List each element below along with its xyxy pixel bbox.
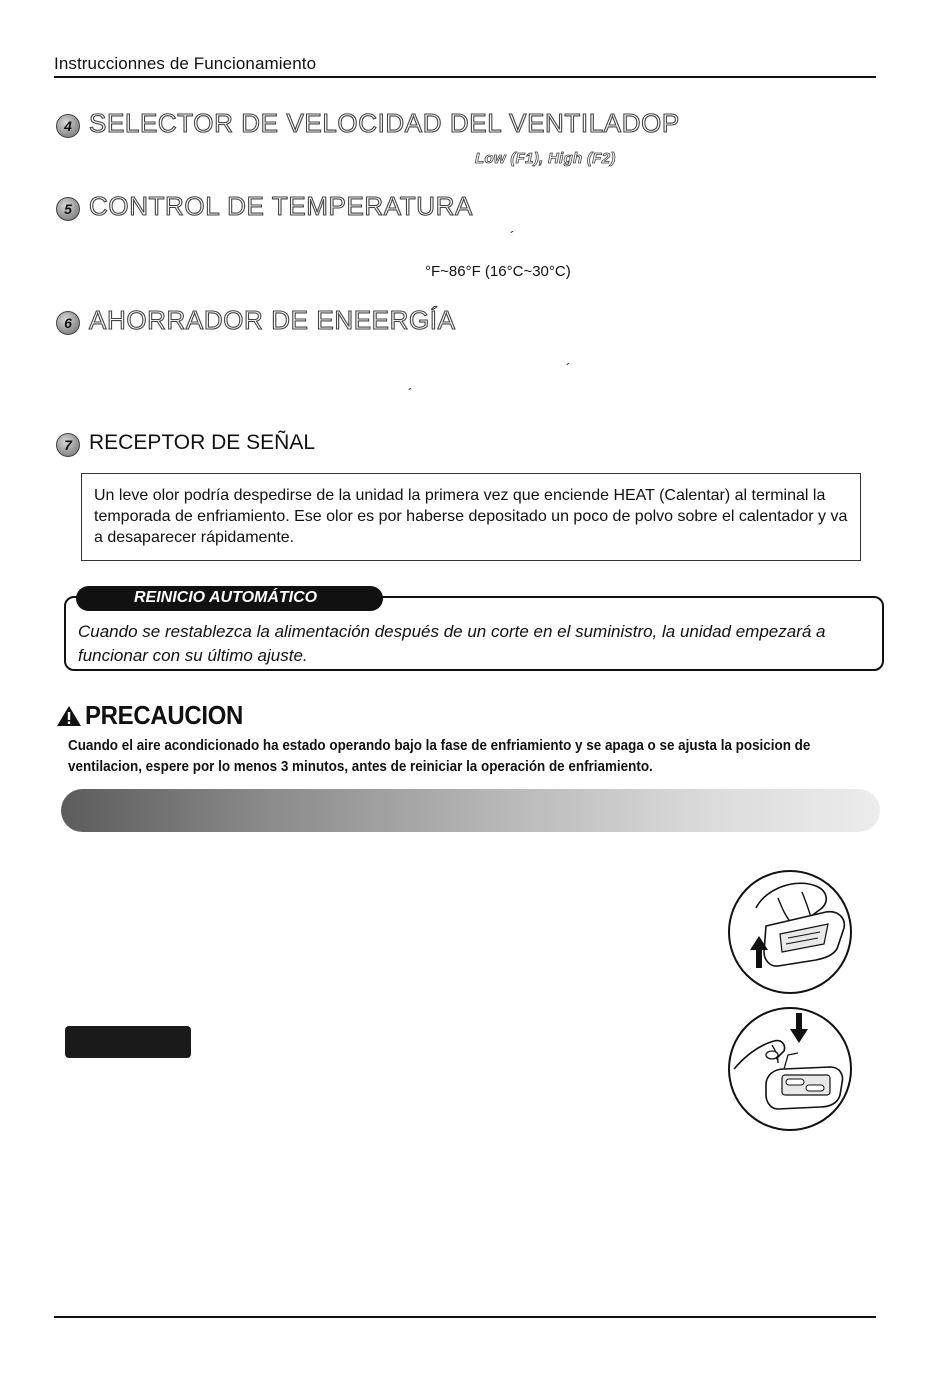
section-title-signal-receiver: RECEPTOR DE SEÑAL [89, 431, 316, 454]
label-pill [65, 1026, 191, 1058]
accent-mark: ´ [510, 228, 515, 244]
accent-mark: ´ [408, 385, 413, 401]
section-number-4: 4 [56, 114, 80, 138]
auto-restart-text: Cuando se restablezca la alimentación después de un corte en el suministro, la unidad empezará a funcionar con su último ajuste. [78, 622, 826, 665]
section-title-energy-saver: AHORRADOR DE ENEERGÍA [89, 305, 456, 335]
warning-triangle-icon [56, 705, 82, 727]
section-title-fan-speed: SELECTOR DE VELOCIDAD DEL VENTILADOP [89, 108, 680, 138]
remote-cover-removal-illustration [726, 868, 854, 998]
temperature-range: °F~86°F (16°C~30°C) [425, 263, 571, 280]
section-heading-bar [61, 789, 880, 832]
battery-insert-illustration [726, 1005, 854, 1135]
caution-title: PRECAUCION [85, 700, 244, 730]
footer-rule [54, 1316, 876, 1318]
accent-mark: ´ [566, 360, 571, 376]
header-rule [54, 76, 876, 78]
section-title-temperature: CONTROL DE TEMPERATURA [89, 191, 473, 221]
fan-speed-values: Low (F1), High (F2) [475, 150, 616, 167]
section-number-7: 7 [56, 433, 80, 457]
odor-note-box [81, 473, 861, 561]
caution-text: Cuando el aire acondicionado ha estado operando bajo la fase de enfriamiento y se apaga o se ajusta la posicion de ventilacion, espere por lo menos 3 minutos, antes de reiniciar la operación de enfriamiento. [68, 738, 811, 775]
page-header-title: Instruccionnes de Funcionamiento [54, 54, 317, 73]
section-number-6: 6 [56, 311, 80, 335]
auto-restart-label: REINICIO AUTOMÁTICO [134, 589, 318, 606]
section-number-5: 5 [56, 197, 80, 221]
odor-note-text: Un leve olor podría despedirse de la unidad la primera vez que enciende HEAT (Calentar) al terminal la temporada de enfriamiento. Ese olor es por haberse depositado un poco de polvo sobre el calentador y va a desaparecer rápidamente. [94, 487, 848, 546]
